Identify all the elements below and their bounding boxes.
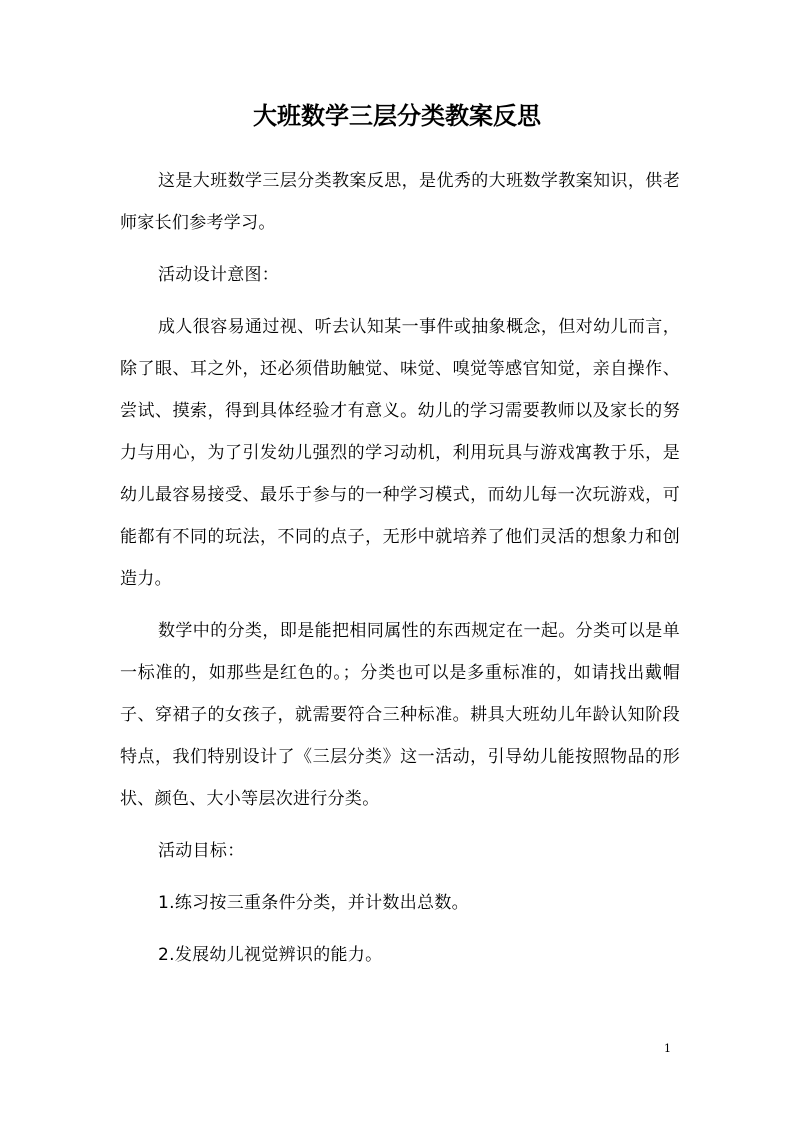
heading-design-intent: 活动设计意图： bbox=[158, 265, 280, 285]
paragraph-design-intent: 成人很容易通过视、听去认知某一事件或抽象概念，但对幼儿而言，除了眼、耳之外，还必须借助触觉、味觉、嗅觉等感官知觉，亲自操作、尝试、摸索，得到具体经验才有意义。幼儿的学习需要教师以及家长的努力与用心，为了引发幼儿强烈的学习动机，利用玩具与游戏寓教于乐，是幼儿最容易接受、最乐于参与的一种学习模式，而幼儿每一次玩游戏，可能都有不同的玩法，不同的点子，无形中就培养了他们灵活的想象力和创造力。 bbox=[120, 317, 680, 589]
heading-activity-goals: 活动目标： bbox=[158, 841, 245, 861]
goal-item-2: 2.发展幼儿视觉辨识的能力。 bbox=[158, 945, 383, 965]
paragraph-classification: 数学中的分类，即是能把相同属性的东西规定在一起。分类可以是单一标准的，如那些是红色的。；分类也可以是多重标准的，如请找出戴帽子、穿裙子的女孩子，就需要符合三种标准。耕具大班幼儿年龄认知阶段特点，我们特别设计了《三层分类》这一活动，引导幼儿能按照物品的形状、颜色、大小等层次进行分类。 bbox=[120, 621, 680, 809]
document-body bbox=[120, 160, 680, 986]
paragraph-intro: 这是大班数学三层分类教案反思，是优秀的大班数学教案知识，供老师家长们参考学习。 bbox=[120, 171, 680, 233]
document-title: 大班数学三层分类教案反思 bbox=[253, 101, 541, 130]
goal-item-1: 1.练习按三重条件分类，并计数出总数。 bbox=[158, 893, 469, 913]
page-number: 1 bbox=[664, 1042, 671, 1055]
